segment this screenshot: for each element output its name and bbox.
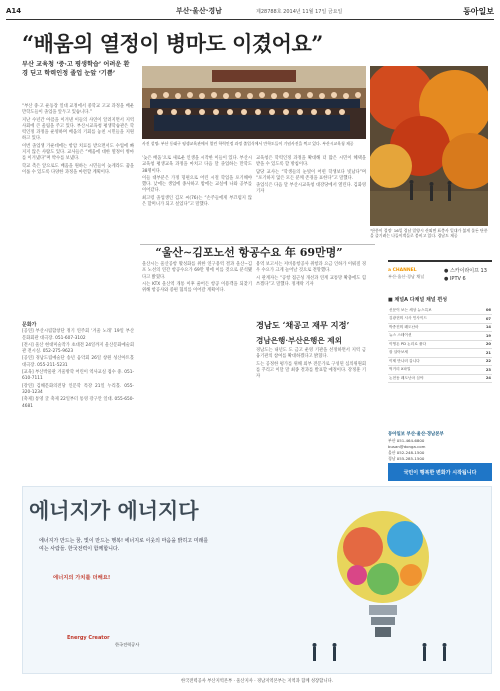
- program-name: 신문이 보는 세상 뉴스특보: [388, 306, 480, 315]
- contact-line: 경남 055-285-1500: [388, 456, 425, 461]
- channel-a-region: 부산·울산·경남 채널: [388, 274, 425, 279]
- program-name: 이제 만나러 갑니다: [388, 357, 480, 366]
- paragraph: 담당 교사는 “학생들의 눈빛이 어떤 학생보다 빛났다”며 “포기하지 않은 모든 분께 존경을 표한다”고 말했다.: [256, 169, 366, 181]
- contact-email-link[interactable]: busan@donga.com: [388, 444, 426, 449]
- contact-box: [388, 432, 492, 462]
- paragraph: 울산시는 울산공항 활성화를 위한 연구용역 결과 울산∼김포 노선의 연간 항공수요가 69만 명에 이를 것으로 분석됐다고 밝혔다.: [142, 262, 252, 280]
- program-name: 김광현의 시사 인사이드: [388, 315, 480, 324]
- table-row[interactable]: [388, 366, 492, 375]
- kepco-advertisement[interactable]: [22, 486, 492, 674]
- program-name: 이영돈 PD 논리로 풀다: [388, 340, 480, 349]
- table-row[interactable]: [388, 332, 492, 341]
- program-time: 20: [480, 340, 492, 349]
- culture-item: [축제] 통영 굴 축제 22일부터 통영 강구안 일대. 055-650-4681: [22, 397, 134, 409]
- page-header: [6, 4, 494, 18]
- airport-article-headline[interactable]: “울산∼김포노선 항공수요 年 69만명”: [155, 246, 343, 259]
- paragraph: 이번 졸업생 가운데에는 항암 치료를 받으면서도 수업에 빠지지 않은 사람도 있다. 교사들은 “배움에 대한 열정이 병마를 이겨냈다”며 박수를 보냈다.: [22, 143, 134, 162]
- paragraph: 졸업식은 다음 달 부산시교육청 대강당에서 열린다. 김화영 기자: [256, 183, 366, 195]
- table-row[interactable]: [388, 340, 492, 349]
- graduation-photo-caption: 사진 설명: 부산 동래구 평생교육관에서 열린 학력인정 과정 졸업식에서 만학도들이 기념사진을 찍고 있다. 부산시교육청 제공: [142, 141, 354, 146]
- channel-number: ● IPTV 6: [444, 276, 466, 282]
- gyeongnam-article-subhead: 경남은행·부산은행은 제외: [256, 336, 342, 345]
- ad-text: 에너지가 만드는 꿈, 빛이 만드는 행복! 에너지로 이웃의 마음을 밝히고 미래를 여는 사람들. 한국전력이 함께합니다.: [39, 538, 209, 552]
- paragraph: 지난 수년간 아픔을 이겨낸 이들의 사연이 알려지면서 지역사회에 큰 울림을 주고 있다. 부산시교육청 평생학습관은 학력인정 과정을 운영하며 배움의 기회를 놓친 시민들을 지원하고 있다.: [22, 117, 134, 142]
- header-rule: [6, 19, 494, 20]
- paragraph: “부산 중·고 운동장 일대 교정에서 중학교 고교 과정을 배운 만학도들이 졸업을 앞두고 있습니다.”: [22, 104, 134, 116]
- culture-item: [공연] 부산시립합창단 정기 연주회 ‘겨울 노래’ 19일 부산문화회관 대극장. 051-607-3102: [22, 329, 134, 341]
- program-name: 뉴스 스테이션: [388, 332, 480, 341]
- paragraph: 이들 대부분은 가정 형편으로 어린 시절 학업을 포기해야 했다. 낮에는 생업에 종사하고 밤에는 교실에 나와 공부를 이어갔다.: [142, 175, 252, 194]
- airport-article-body: [142, 262, 252, 295]
- program-time: 22: [480, 357, 492, 366]
- article-1-end: [256, 156, 366, 197]
- section-title: 부산·울산·경남: [176, 7, 222, 15]
- lightbulb-icon: [253, 497, 483, 667]
- energy-creator-logo: Energy Creator: [67, 635, 110, 641]
- contact-title: 동아일보 부산·울산·경남본부: [388, 432, 444, 437]
- program-time: 24: [480, 374, 492, 383]
- culture-listing: [22, 322, 134, 411]
- page-number: A14: [6, 7, 22, 15]
- program-time: 19: [480, 332, 492, 341]
- program-name: 잘 살아보세: [388, 349, 480, 358]
- program-name: 먹거리 X파일: [388, 366, 480, 375]
- ad-slogan: 에너지의 가치를 더해요!: [53, 575, 111, 581]
- newspaper-logo[interactable]: 동아일보: [463, 5, 494, 16]
- ad-footer: 한국전력공사 부산지역본부 · 울산지사 · 경남지역본부는 지역과 함께 성장합니다.: [181, 679, 333, 684]
- foliage-photo-caption: ‘단풍이 절정’ 16일 경남 밀양시 산외면 표충사 일대가 붉게 물든 단풍을 즐기려는 나들이객들로 붐비고 있다. 경남도 제공: [370, 228, 488, 239]
- channel-a-logo[interactable]: a CHANNEL: [388, 268, 417, 273]
- autumn-foliage-photo[interactable]: [370, 66, 488, 226]
- paragraph: 용역 보고서는 저비용항공사 취항과 요금 인하가 이뤄질 경우 수요가 크게 늘어날 것으로 전망했다.: [256, 262, 366, 274]
- culture-item: [공연] 경남도립예술단 송년 음악회 26일 창원 성산아트홀 대극장. 055-211-5231: [22, 356, 134, 368]
- program-time: 23: [480, 366, 492, 375]
- ad-title: 에너지가 에너지다: [29, 498, 199, 523]
- culture-item: [강연] 김해문화의전당 인문학 특강 21일 누리홀. 055-320-1234: [22, 383, 134, 395]
- main-subhead: 부산 교육청 ‘중·고 평생학습’ 어려운 환경 딛고 학력인정 졸업 눈앞 ‘기쁨’: [22, 61, 130, 77]
- schedule-table: [388, 306, 492, 383]
- paragraph: 경남도는 내년도 도 금고 운영 기관을 선정하면서 지역 금융기관의 참여를 확대하겠다고 밝혔다.: [256, 348, 366, 360]
- article-1-continued: [142, 156, 252, 209]
- kepco-logo: 한국전력공사: [115, 642, 140, 647]
- graduation-photo[interactable]: [142, 66, 366, 139]
- program-name: 논현동 쾌도난마 심야: [388, 374, 480, 383]
- channel-numbers: [444, 267, 487, 283]
- table-row[interactable]: [388, 306, 492, 315]
- paragraph: 최고령 졸업생인 김모 씨(76)는 “손주들에게 부끄럽지 않은 할머니가 되고 싶었다”고 말했다.: [142, 195, 252, 208]
- paragraph: ‘늦은 배움’으로 새로운 인생을 시작한 이들이 있다. 부산시교육청 평생교육 과정을 마치고 다음 달 졸업하는 만학도 38명이다.: [142, 156, 252, 174]
- culture-item: [전시] 울산 현대미술작가 초대전 24일까지 울산문화예술회관 전시실. 052-275-9623: [22, 342, 134, 355]
- article-1-body: [22, 104, 134, 177]
- table-row[interactable]: [388, 349, 492, 358]
- table-row[interactable]: [388, 323, 492, 332]
- table-row[interactable]: [388, 357, 492, 366]
- issue-info: 제28788호 2014년 11월 17일 금요일: [256, 8, 343, 15]
- program-time: 14: [480, 323, 492, 332]
- paragraph: 시는 KTX 울산역 개통 이후 줄어든 항공 이용객을 되찾기 위해 항공사와 증편 협의를 이어갈 계획이다.: [142, 281, 252, 294]
- schedule-title: ■ 채널A 다채널 채널 편성: [388, 297, 448, 303]
- contact-line: 울산 052-248-1500: [388, 450, 425, 455]
- program-name: 박종진의 쾌도난마: [388, 323, 480, 332]
- government-banner[interactable]: 국민이 행복한 변화가 시작됩니다: [388, 463, 492, 481]
- channel-a-sidebox: [388, 260, 492, 460]
- contact-line: 부산 051-464-6800: [388, 438, 425, 443]
- culture-item: [교육] 부산박물관 겨울방학 어린이 역사교실 접수 중. 051-610-7111: [22, 370, 134, 382]
- gyeongnam-article-headline[interactable]: 경남도 ‘채공고 재무 지정’: [256, 320, 350, 330]
- gyeongnam-article-body: [256, 348, 366, 381]
- culture-title: 문화가: [22, 322, 37, 328]
- table-row[interactable]: [388, 315, 492, 324]
- program-time: 06: [480, 306, 492, 315]
- main-headline[interactable]: “배움의 열정이 병마도 이겼어요”: [22, 31, 323, 56]
- channel-number: ● 스카이라이프 13: [444, 268, 487, 274]
- table-row[interactable]: [388, 374, 492, 383]
- paragraph: 학교 측은 앞으로도 배움을 원하는 시민들이 늦게라도 꿈을 이룰 수 있도록 다양한 과정을 마련할 계획이다.: [22, 163, 134, 175]
- paragraph: 도는 공정한 평가를 위해 외부 전문가로 구성된 심의위원회를 꾸리고 이달 말 최종 결과를 발표할 예정이다. 강정훈 기자: [256, 361, 366, 380]
- paragraph: 시 관계자는 “공항 접근성 개선과 연계 교통망 확충에도 힘쓰겠다”고 말했다. 정재락 기자: [256, 275, 366, 287]
- paragraph: 교육청은 학력인정 과정을 확대해 더 많은 시민이 혜택을 받을 수 있도록 할 방침이다.: [256, 156, 366, 168]
- program-time: 07: [480, 315, 492, 324]
- program-time: 21: [480, 349, 492, 358]
- airport-article-body-2: [256, 262, 366, 289]
